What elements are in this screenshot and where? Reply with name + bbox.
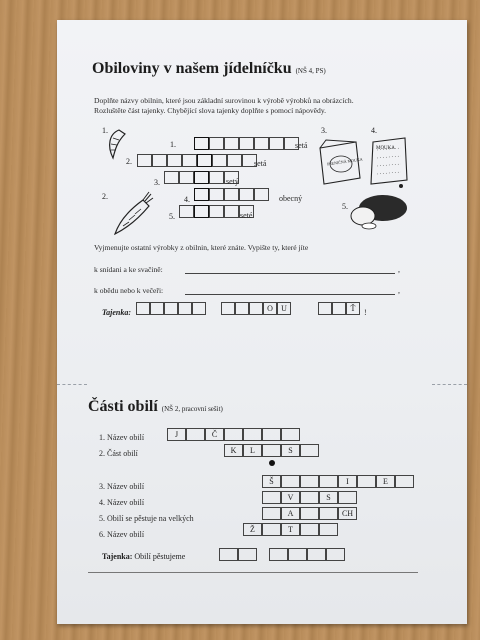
lunch-answer-line[interactable]: [185, 294, 395, 295]
cw2-cell[interactable]: [262, 444, 281, 457]
cw1-cell[interactable]: [254, 188, 269, 201]
cw2-cell[interactable]: K: [224, 444, 243, 457]
tajenka1-cell[interactable]: U: [277, 302, 291, 315]
lunch-line-comma: ,: [398, 286, 400, 295]
section1-instruction-2: Rozluštěte část tajenky. Chybějící slova tajenky doplňte s pomocí nápovědy.: [94, 106, 327, 115]
cw1-cell[interactable]: [194, 205, 209, 218]
picture-number-2: 2.: [102, 192, 108, 201]
cw2-cell[interactable]: S: [319, 491, 338, 504]
cw2-cell[interactable]: I: [338, 475, 357, 488]
section2-tajenka: [102, 552, 185, 561]
tajenka1-cell[interactable]: [192, 302, 206, 315]
cw1-cell[interactable]: [137, 154, 152, 167]
cw1-cell[interactable]: [227, 154, 242, 167]
cw1-clue-word-4: obecný: [279, 194, 303, 203]
cw1-cell[interactable]: [239, 188, 254, 201]
picture-number-4: 4.: [371, 126, 377, 135]
section2-clue-6: 6. Název obilí: [99, 530, 145, 539]
lunch-label: k obědu nebo k večeři:: [94, 286, 164, 295]
tajenka2-cell[interactable]: [219, 548, 238, 561]
section1-tajenka-exclamation: !: [364, 308, 367, 317]
baguette-icon: [109, 188, 155, 238]
cw2-cell[interactable]: Č: [205, 428, 224, 441]
cw1-cell[interactable]: [224, 137, 239, 150]
tajenka1-cell[interactable]: [164, 302, 178, 315]
cw1-cell[interactable]: [224, 188, 239, 201]
cw1-cell[interactable]: [209, 137, 224, 150]
cw1-cell[interactable]: [209, 188, 224, 201]
cw1-row-number-5: 5.: [169, 212, 175, 221]
bottom-rule: [88, 572, 418, 573]
tajenka1-cell[interactable]: [318, 302, 332, 315]
tajenka1-cell[interactable]: [136, 302, 150, 315]
cw2-cell[interactable]: [281, 428, 300, 441]
cw1-cell[interactable]: [212, 154, 227, 167]
breakfast-line-comma: ,: [398, 265, 400, 274]
picture-number-3: 3.: [321, 126, 327, 135]
section2-tajenka-label: Tajenka:: [102, 552, 133, 561]
breakfast-answer-line[interactable]: [185, 273, 395, 274]
tajenka1-cell[interactable]: [178, 302, 192, 315]
section1-instruction-1: Doplňte názvy obilnin, které jsou základní surovinou k výrobě výrobků na obrázcích.: [94, 96, 354, 105]
cw1-cell[interactable]: [167, 154, 182, 167]
cw2-cell[interactable]: L: [243, 444, 262, 457]
cw1-cell[interactable]: [194, 188, 209, 201]
cw1-cell[interactable]: [179, 171, 194, 184]
cw2-cell[interactable]: [300, 491, 319, 504]
flour-sack-label: MOUKA: [376, 146, 395, 151]
tajenka1-cell[interactable]: [332, 302, 346, 315]
cw1-cell[interactable]: [194, 171, 209, 184]
cw1-row-number-2: 2.: [126, 157, 132, 166]
picture-number-5: 5.: [342, 202, 348, 211]
cw1-cell[interactable]: [269, 137, 284, 150]
section1-title: [92, 60, 326, 78]
cw2-cell[interactable]: S: [281, 444, 300, 457]
cw1-cell[interactable]: [209, 171, 224, 184]
fold-line-left: [57, 384, 87, 385]
tajenka1-cell[interactable]: Ť: [346, 302, 360, 315]
flour-sack-icon: [367, 132, 411, 188]
cw2-cell[interactable]: Ž: [243, 523, 262, 536]
crossword-2-dot: [269, 460, 275, 466]
cw2-cell[interactable]: A: [281, 507, 300, 520]
cw2-cell[interactable]: [224, 428, 243, 441]
cw2-cell[interactable]: T: [281, 523, 300, 536]
tajenka2-cell[interactable]: [326, 548, 345, 561]
cw2-cell[interactable]: [300, 475, 319, 488]
cw2-cell[interactable]: [262, 491, 281, 504]
cw2-cell[interactable]: [357, 475, 376, 488]
cw2-cell[interactable]: [262, 523, 281, 536]
section2-title: [88, 398, 223, 416]
tajenka1-cell[interactable]: [235, 302, 249, 315]
cw2-cell[interactable]: [262, 428, 281, 441]
cw2-cell[interactable]: [262, 507, 281, 520]
tajenka1-cell[interactable]: O: [263, 302, 277, 315]
cw1-cell[interactable]: [182, 154, 197, 167]
cw1-cell[interactable]: [197, 154, 212, 167]
cw1-cell[interactable]: [164, 171, 179, 184]
section2-clue-5: 5. Obilí se pěstuje na velkých: [99, 514, 194, 523]
cw1-clue-word-3: setý: [226, 177, 239, 186]
tajenka1-cell[interactable]: [249, 302, 263, 315]
flour-bag-label: PŠENIČNÁ MOUKA: [326, 156, 363, 167]
cw2-cell[interactable]: [319, 523, 338, 536]
cw1-cell[interactable]: [209, 205, 224, 218]
section2-clue-2: 2. Část obilí: [99, 449, 138, 458]
section2-title-text: Části obilí: [88, 398, 158, 415]
section1-title-note: (NŠ 4, PS): [295, 67, 326, 75]
cw2-cell[interactable]: Š: [262, 475, 281, 488]
section1-title-text: Obiloviny v našem jídelníčku: [92, 60, 292, 77]
cw2-cell[interactable]: [186, 428, 205, 441]
cw2-cell[interactable]: [281, 475, 300, 488]
tajenka1-cell[interactable]: [221, 302, 235, 315]
worksheet-paper: [57, 20, 467, 624]
tajenka2-cell[interactable]: [238, 548, 257, 561]
cw2-cell[interactable]: [243, 428, 262, 441]
cw2-cell[interactable]: [338, 491, 357, 504]
section2-clue-3: 3. Název obilí: [99, 482, 145, 491]
cw1-row-number-1: 1.: [170, 140, 176, 149]
cw1-clue-word-5: seté: [240, 211, 253, 220]
tajenka2-cell[interactable]: [307, 548, 326, 561]
tajenka2-cell[interactable]: [269, 548, 288, 561]
section2-title-note: (NŠ 2, pracovní sešit): [161, 405, 223, 413]
cw2-cell[interactable]: [319, 507, 338, 520]
cw1-cell[interactable]: [254, 137, 269, 150]
cw1-cell[interactable]: [194, 137, 209, 150]
cw2-cell[interactable]: [300, 444, 319, 457]
cw2-cell[interactable]: [319, 475, 338, 488]
croissant-icon: [105, 128, 129, 160]
cw1-cell[interactable]: [152, 154, 167, 167]
fold-line-right: [432, 384, 467, 385]
cw2-cell[interactable]: CH: [338, 507, 357, 520]
section1-tajenka-label: Tajenka:: [102, 308, 132, 317]
cw2-cell[interactable]: V: [281, 491, 300, 504]
cw1-cell[interactable]: [224, 205, 239, 218]
cw1-row-number-3: 3.: [154, 178, 160, 187]
cw1-cell[interactable]: [239, 137, 254, 150]
list-prompt: Vyjmenujte ostatní výrobky z obilnin, které znáte. Vypište ty, které jíte: [94, 243, 309, 252]
section2-clue-1: 1. Název obilí: [99, 433, 145, 442]
cw2-cell[interactable]: [300, 523, 319, 536]
tajenka1-cell[interactable]: [150, 302, 164, 315]
cw2-cell[interactable]: J: [167, 428, 186, 441]
cw1-cell[interactable]: [179, 205, 194, 218]
tajenka2-cell[interactable]: [288, 548, 307, 561]
section2-clue-4: 4. Název obilí: [99, 498, 145, 507]
cw2-cell[interactable]: [395, 475, 414, 488]
section2-tajenka-text: Obilí pěstujeme: [134, 552, 186, 561]
cw2-cell[interactable]: [300, 507, 319, 520]
cw1-clue-word-2: setá: [254, 159, 267, 168]
breakfast-label: k snídani a ke svačině:: [94, 265, 163, 274]
cw2-cell[interactable]: E: [376, 475, 395, 488]
cw1-row-number-4: 4.: [184, 195, 190, 204]
cw1-clue-word-1: setá: [295, 141, 308, 150]
picture-number-1: 1.: [102, 126, 108, 135]
bread-loaf-icon: [347, 190, 409, 230]
